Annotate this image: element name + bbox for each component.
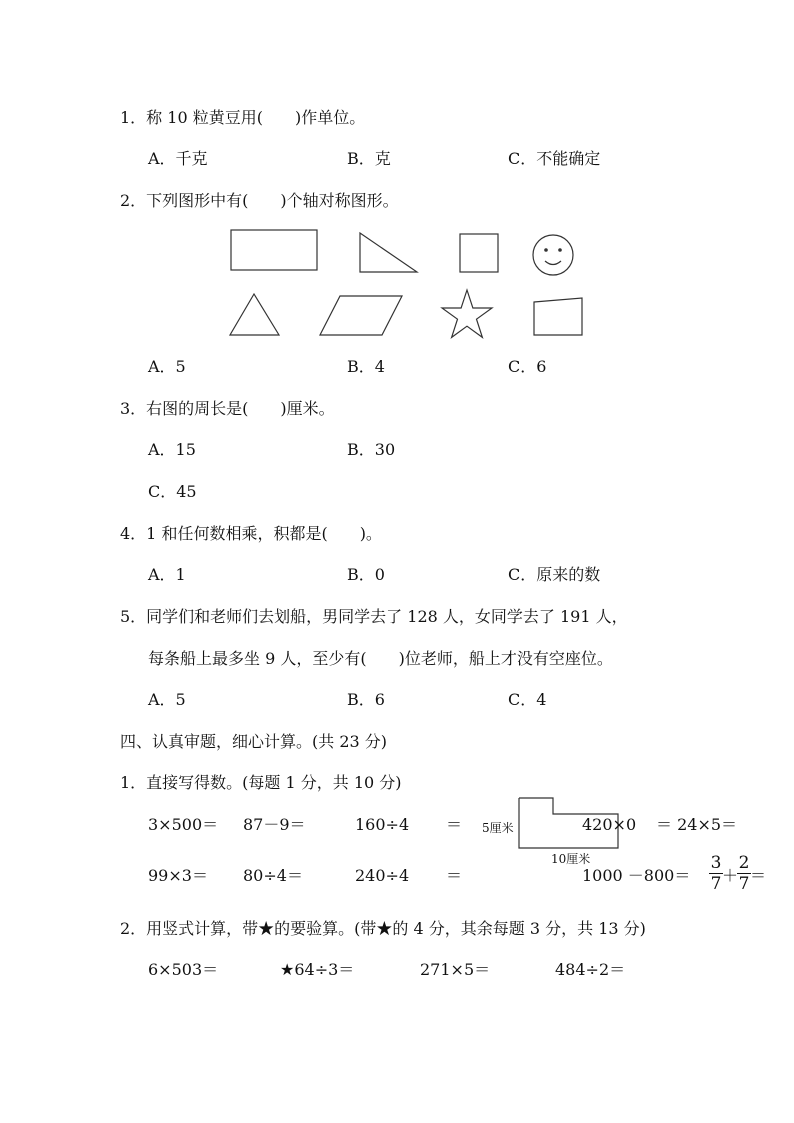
vertical-calc-2: ★64÷3＝: [280, 960, 355, 979]
section4-part1-title: 1．直接写得数。(每题 1 分，共 10 分): [120, 773, 402, 792]
q3-stem: 3．右图的周长是( )厘米。: [120, 399, 335, 418]
fraction-3-7: [709, 854, 723, 893]
calc-r1-c1: 3×500＝: [148, 815, 219, 834]
equals-sign: ＝: [750, 866, 767, 885]
calc-r2-c1: 99×3＝: [148, 866, 208, 885]
figure-left-label: 5厘米: [482, 821, 514, 835]
q5-stem-line1: 5．同学们和老师们去划船，男同学去了 128 人，女同学去了 191 人，: [120, 607, 628, 626]
calc-r1-c4: 420×0: [582, 815, 637, 834]
q1-stem: 1．称 10 粒黄豆用( )作单位。: [120, 108, 366, 127]
calc-r2-c3: 240÷4: [355, 866, 410, 885]
vertical-calc-1: 6×503＝: [148, 960, 219, 979]
q5-option-c[interactable]: C．4: [508, 690, 547, 709]
calc-r1-c3: 160÷4: [355, 815, 410, 834]
fraction-numerator: 3: [710, 853, 722, 873]
calc-r2-c2: 80÷4＝: [243, 866, 303, 885]
q3-option-b[interactable]: B．30: [347, 440, 396, 459]
fraction-denominator: 7: [710, 874, 722, 894]
figure-bottom-label: 10厘米: [551, 852, 591, 866]
q1-option-b[interactable]: B．克: [347, 149, 391, 168]
q2-option-b[interactable]: B．4: [347, 357, 385, 376]
q3-option-c[interactable]: C．45: [148, 482, 197, 501]
section4-part2-title: 2．用竖式计算，带★的要验算。(带★的 4 分，其余每题 3 分，共 13 分): [120, 919, 646, 938]
fraction-denominator: 7: [738, 874, 750, 894]
calc-r1-c3-eq: ＝: [446, 815, 463, 834]
q5-stem-line2: 每条船上最多坐 9 人，至少有( )位老师，船上才没有空座位。: [148, 649, 613, 668]
q2-option-a[interactable]: A．5: [148, 357, 186, 376]
calc-r2-c4: 1000 －800＝: [582, 866, 691, 885]
q5-option-b[interactable]: B．6: [347, 690, 385, 709]
fraction-numerator: 2: [738, 853, 750, 873]
vertical-calc-4: 484÷2＝: [555, 960, 626, 979]
q3-option-a[interactable]: A．15: [148, 440, 196, 459]
plus-sign: ＋: [722, 866, 739, 885]
q2-stem: 2．下列图形中有( )个轴对称图形。: [120, 191, 399, 210]
q4-option-c[interactable]: C．原来的数: [508, 565, 601, 584]
calc-r1-c2: 87－9＝: [243, 815, 306, 834]
section4-title: 四、认真审题，细心计算。(共 23 分): [120, 732, 388, 751]
q1-option-c[interactable]: C．不能确定: [508, 149, 601, 168]
q4-option-a[interactable]: A．1: [148, 565, 186, 584]
q1-option-a[interactable]: A．千克: [148, 149, 208, 168]
calc-r2-c3-eq: ＝: [446, 866, 463, 885]
fraction-2-7: [737, 854, 751, 893]
q4-stem: 4．1 和任何数相乘，积都是( )。: [120, 524, 382, 543]
q2-option-c[interactable]: C．6: [508, 357, 547, 376]
q4-option-b[interactable]: B．0: [347, 565, 385, 584]
vertical-calc-3: 271×5＝: [420, 960, 491, 979]
calc-r1-c5: ＝ 24×5＝: [656, 815, 738, 834]
q5-option-a[interactable]: A．5: [148, 690, 186, 709]
